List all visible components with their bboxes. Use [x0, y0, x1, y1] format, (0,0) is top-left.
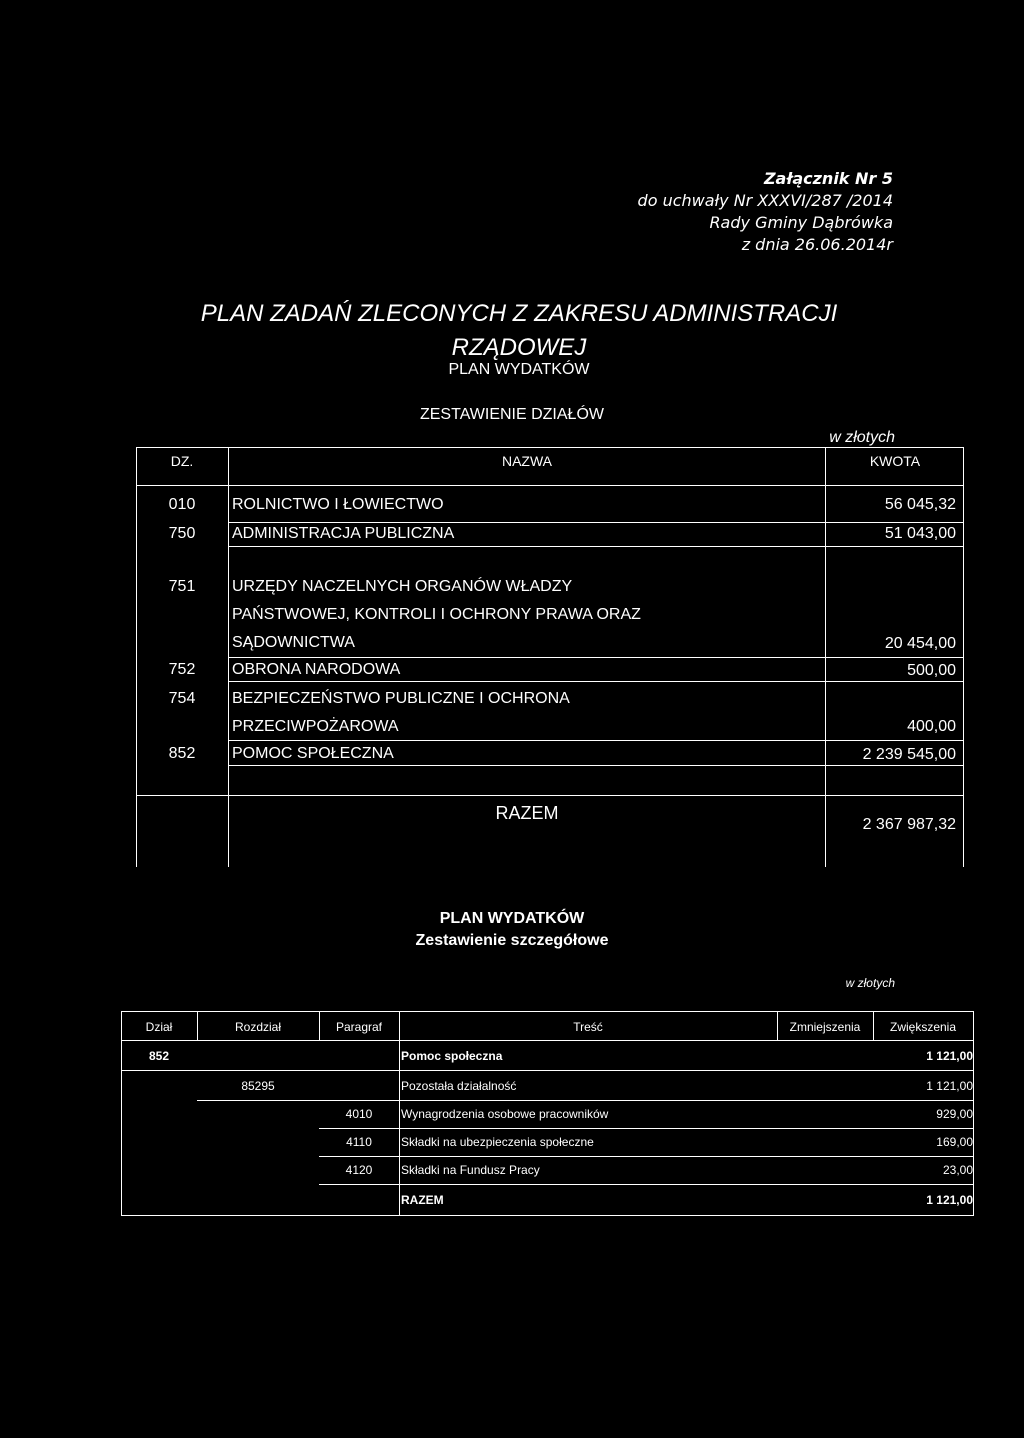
annex-header — [560, 168, 893, 256]
row-name-cont: PAŃSTWOWEJ, KONTROLI I OCHRONY PRAWA ORAZ — [232, 606, 641, 623]
total-amount: 2 367 987,32 — [862, 816, 956, 833]
row-amount: 20 454,00 — [884, 635, 956, 652]
detail-unit-label: w złotych — [845, 976, 895, 990]
row-name: URZĘDY NACZELNYCH ORGANÓW WŁADZY — [232, 578, 573, 595]
annex-title: Załącznik Nr 5 — [763, 169, 893, 188]
header-name: NAZWA — [501, 453, 553, 469]
row-name: ROLNICTWO I ŁOWIECTWO — [232, 496, 444, 513]
detail-total-label: RAZEM — [401, 1193, 444, 1207]
row-code: 010 — [168, 496, 196, 513]
annex-date: z dnia 26.06.2014r — [741, 235, 893, 254]
row-name-cont: SĄDOWNICTWA — [232, 634, 355, 651]
detail-title: PLAN WYDATKÓW — [439, 910, 585, 927]
row-amount: 400,00 — [907, 718, 956, 735]
row-amount: 500,00 — [907, 662, 956, 679]
document-title-line1: PLAN ZADAŃ ZLECONYCH Z ZAKRESU ADMINISTRACJI — [200, 300, 838, 327]
header-zwiekszenia: Zwiększenia — [889, 1020, 957, 1034]
row-name: BEZPIECZEŃSTWO PUBLICZNE I OCHRONA — [232, 690, 570, 707]
detail-subtitle: Zestawienie szczegółowe — [415, 932, 609, 949]
detail-tresc: Składki na Fundusz Pracy — [401, 1163, 540, 1177]
row-name: POMOC SPOŁECZNA — [232, 745, 394, 762]
detail-tresc: Składki na ubezpieczenia społeczne — [401, 1135, 594, 1149]
header-zmniejszenia: Zmniejszenia — [789, 1020, 861, 1034]
row-name: ADMINISTRACJA PUBLICZNA — [232, 525, 455, 542]
row-code: 852 — [168, 745, 196, 762]
document-title-line2: RZĄDOWEJ — [451, 334, 587, 361]
header-paragraf: Paragraf — [335, 1020, 383, 1034]
section-title: ZESTAWIENIE DZIAŁÓW — [419, 406, 604, 423]
row-amount: 51 043,00 — [884, 525, 956, 542]
header-rozdzial: Rozdział — [234, 1020, 282, 1034]
detail-zwiekszenia: 169,00 — [936, 1135, 973, 1149]
detail-tresc: Pomoc społeczna — [401, 1049, 503, 1063]
row-code: 750 — [168, 525, 196, 542]
detail-tresc: Pozostała działalność — [401, 1079, 517, 1093]
detail-table — [121, 1011, 974, 1216]
detail-tresc: Wynagrodzenia osobowe pracowników — [401, 1107, 609, 1121]
detail-zwiekszenia: 23,00 — [942, 1163, 973, 1177]
total-label: RAZEM — [495, 803, 559, 823]
row-name: OBRONA NARODOWA — [232, 661, 401, 678]
document-subtitle: PLAN WYDATKÓW — [448, 361, 590, 378]
summary-table — [136, 447, 964, 867]
row-amount: 2 239 545,00 — [862, 746, 956, 763]
row-code: 754 — [168, 690, 196, 707]
header-tresc: Treść — [573, 1020, 603, 1034]
detail-paragraf: 4010 — [345, 1107, 373, 1121]
detail-zwiekszenia: 1 121,00 — [926, 1049, 973, 1063]
detail-paragraf: 4110 — [346, 1135, 372, 1149]
detail-zwiekszenia: 1 121,00 — [926, 1079, 973, 1093]
detail-dzial: 852 — [148, 1049, 170, 1063]
detail-rozdzial: 85295 — [241, 1079, 275, 1093]
row-code: 751 — [168, 578, 196, 595]
row-amount: 56 045,32 — [884, 496, 956, 513]
row-name-cont: PRZECIWPOŻAROWA — [232, 718, 399, 735]
annex-council: Rady Gminy Dąbrówka — [709, 213, 893, 232]
row-code: 752 — [168, 661, 196, 678]
header-dzial: Dział — [145, 1020, 173, 1034]
detail-zwiekszenia: 929,00 — [936, 1107, 973, 1121]
detail-total-amount: 1 121,00 — [926, 1193, 973, 1207]
header-code: DZ. — [170, 453, 194, 469]
unit-label: w złotych — [829, 429, 895, 446]
annex-resolution: do uchwały Nr XXXVI/287 /2014 — [637, 191, 893, 210]
detail-paragraf: 4120 — [345, 1163, 373, 1177]
header-amount: KWOTA — [869, 453, 921, 469]
